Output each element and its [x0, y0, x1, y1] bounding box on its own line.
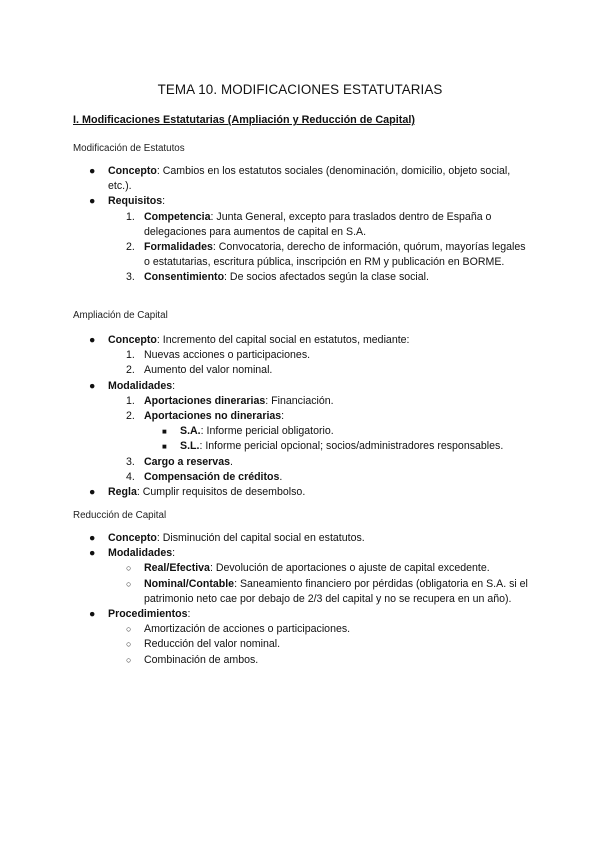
list-item: 1. Aportaciones dinerarias: Financiación. — [126, 394, 334, 407]
ampliacion-list — [0, 333, 600, 500]
list-item: ● Requisitos: — [0, 194, 528, 209]
list-item: 3. Consentimiento: De socios afectados según la clase social. — [126, 271, 429, 284]
subheading-reduccion: Reducción de Capital — [73, 510, 167, 521]
list-item: ● Concepto: Cambios en los estatutos sociales (denominación, domicilio, objeto social, etc.). — [89, 165, 511, 193]
reduccion-list — [0, 531, 600, 668]
bullet-icon: ● — [89, 165, 96, 177]
circle-bullet-icon: ○ — [126, 563, 132, 574]
list-item: 4. Compensación de créditos. — [126, 470, 283, 483]
list-item: ● Concepto: Disminución del capital social en estatutos. — [0, 531, 528, 546]
list-item: ● Concepto: Incremento del capital social en estatutos, mediante: — [0, 333, 528, 348]
list-item: ○ Amortización de acciones o participaciones. — [0, 622, 528, 637]
list-item: ○ Combinación de ambos. — [0, 653, 528, 668]
subheading-ampliacion: Ampliación de Capital — [73, 310, 168, 321]
list-item: ● Regla: Cumplir requisitos de desembolso. — [0, 485, 528, 500]
list-item: ● Modalidades: — [0, 546, 528, 561]
list-item: ○ Real/Efectiva: Devolución de aportaciones o ajuste de capital excedente. — [0, 561, 528, 576]
list-item: 1. Competencia: Junta General, excepto para traslados dentro de España o delegaciones para aumentos de capital en S.A. — [126, 210, 492, 238]
page-title: TEMA 10. MODIFICACIONES ESTATUTARIAS — [157, 82, 443, 97]
bullet-icon: ● — [89, 195, 96, 208]
circle-bullet-icon: ○ — [126, 624, 132, 635]
subheading-modificacion: Modificación de Estatutos — [73, 143, 185, 154]
list-item: ■ S.L.: Informe pericial opcional; socios/administradores responsables. — [0, 439, 528, 454]
modificacion-list — [0, 164, 600, 286]
list-item: ■ S.A.: Informe pericial obligatorio. — [0, 424, 528, 439]
bullet-icon: ● — [89, 486, 96, 499]
list-item: 3. Cargo a reservas. — [126, 455, 233, 468]
circle-bullet-icon: ○ — [126, 654, 132, 665]
list-item: 2. Aumento del valor nominal. — [126, 364, 273, 377]
circle-bullet-icon: ○ — [126, 639, 132, 650]
list-item: ○ Reducción del valor nominal. — [0, 637, 528, 652]
list-item: ● Procedimientos: — [0, 607, 528, 622]
bullet-icon: ● — [89, 532, 96, 544]
bullet-icon: ● — [89, 547, 96, 560]
section-heading: I. Modificaciones Estatutarias (Ampliación y Reducción de Capital) — [73, 114, 415, 126]
list-item: ○ Nominal/Contable: Saneamiento financiero por pérdidas (obligatoria en S.A. si el patrimonio neto cae por debajo de 2/3 del capital y no se recupera en un año). — [126, 577, 528, 605]
list-item: ● Modalidades: — [0, 379, 528, 394]
bullet-icon: ● — [89, 608, 96, 621]
list-item: 2. Aportaciones no dinerarias: — [126, 410, 285, 423]
square-bullet-icon: ■ — [162, 442, 167, 452]
list-item: 2. Formalidades: Convocatoria, derecho de información, quórum, mayorías legales o estatutarias, escritura pública, inscripción en RM y publicación en BORME. — [126, 241, 526, 269]
circle-bullet-icon: ○ — [126, 578, 132, 589]
bullet-icon: ● — [89, 334, 96, 346]
bullet-icon: ● — [89, 379, 96, 392]
square-bullet-icon: ■ — [162, 427, 167, 437]
list-item: 1. Nuevas acciones o participaciones. — [126, 349, 311, 362]
